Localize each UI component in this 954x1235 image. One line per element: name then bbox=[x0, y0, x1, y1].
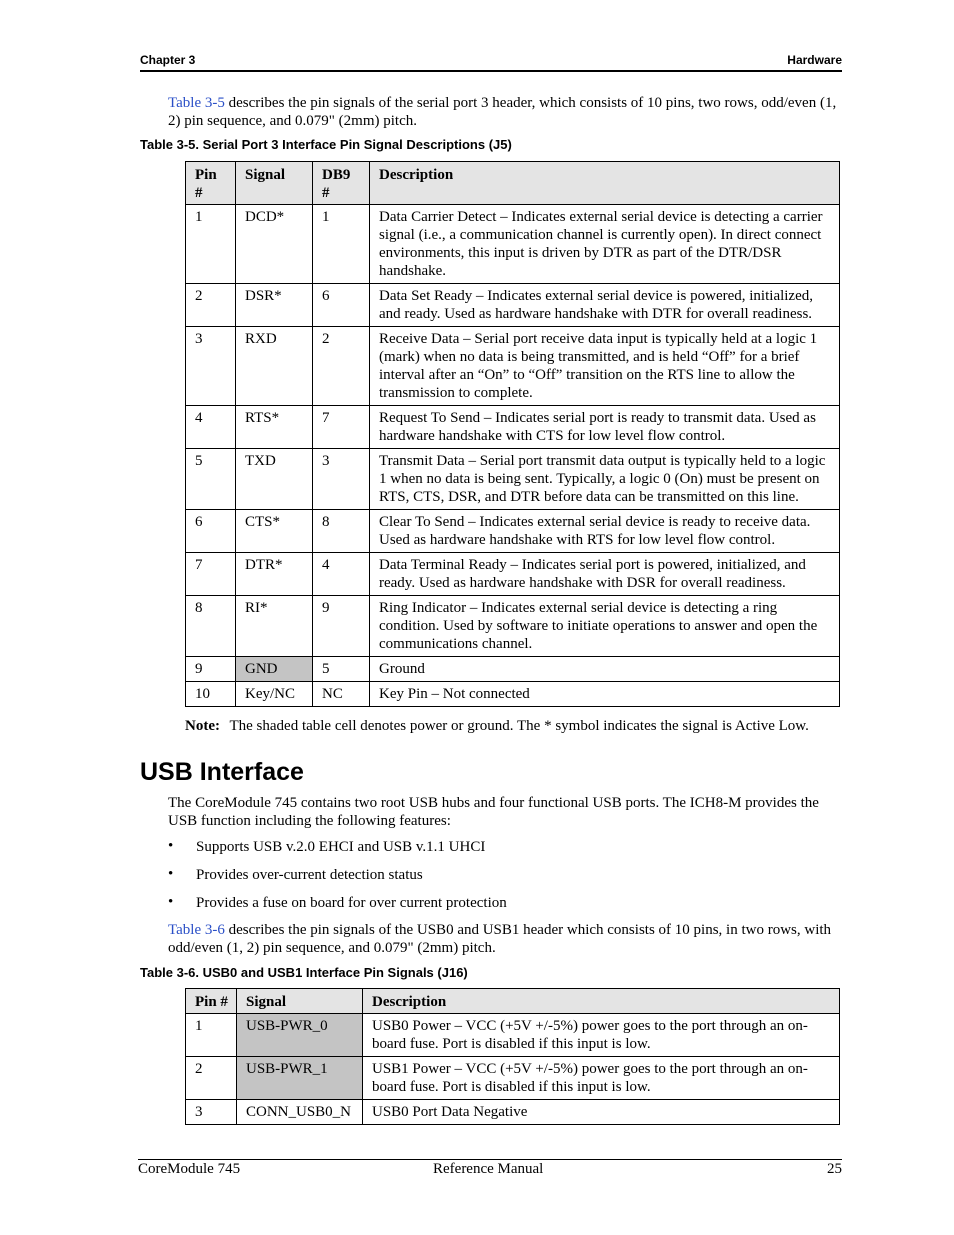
footer-product: CoreModule 745 bbox=[138, 1161, 241, 1177]
description-cell: USB0 Port Data Negative bbox=[363, 1100, 840, 1125]
table-header-row bbox=[186, 989, 840, 1014]
description-cell: Data Set Ready – Indicates external serial device is powered, initialized, and ready. Used as hardware handshake with DTR for overall readiness. bbox=[370, 284, 840, 327]
pin-cell: 3 bbox=[186, 327, 236, 406]
table-note bbox=[185, 717, 809, 735]
db9-cell: 2 bbox=[313, 327, 370, 406]
col-header-description: Description bbox=[363, 989, 840, 1014]
signal-cell-shaded: USB-PWR_1 bbox=[237, 1057, 363, 1100]
col-header-db9: DB9 # bbox=[313, 162, 370, 205]
table-row bbox=[186, 596, 840, 657]
col-header-signal: Signal bbox=[236, 162, 313, 205]
db9-cell: 4 bbox=[313, 553, 370, 596]
signal-cell: RI* bbox=[236, 596, 313, 657]
bullet-text: Provides over-current detection status bbox=[196, 867, 423, 883]
description-cell: Data Terminal Ready – Indicates serial port is powered, initialized, and ready. Used as hardware handshake with DSR for overall readiness. bbox=[370, 553, 840, 596]
db9-cell: 5 bbox=[313, 657, 370, 682]
note-text: The shaded table cell denotes power or ground. The * symbol indicates the signal is Active Low. bbox=[229, 718, 809, 734]
pin-cell: 1 bbox=[186, 1014, 237, 1057]
table-row bbox=[186, 284, 840, 327]
col-header-pin: Pin # bbox=[186, 989, 237, 1014]
table-row bbox=[186, 1057, 840, 1100]
db9-cell: 1 bbox=[313, 205, 370, 284]
table-3-5-caption: Table 3-5. Serial Port 3 Interface Pin Signal Descriptions (J5) bbox=[140, 137, 512, 152]
description-cell: USB0 Power – VCC (+5V +/-5%) power goes to the port through an on-board fuse. Port is disabled if this input is low. bbox=[363, 1014, 840, 1057]
bullet-icon: • bbox=[168, 894, 174, 910]
pin-cell: 8 bbox=[186, 596, 236, 657]
usb-pin-table bbox=[185, 988, 840, 1125]
db9-cell: 8 bbox=[313, 510, 370, 553]
signal-cell-shaded: GND bbox=[236, 657, 313, 682]
description-cell: Request To Send – Indicates serial port is ready to transmit data. Used as hardware handshake with CTS for low level flow control. bbox=[370, 406, 840, 449]
usb-section-heading: USB Interface bbox=[140, 758, 304, 786]
table-3-6-link[interactable]: Table 3-6 bbox=[168, 922, 225, 938]
footer-doc-title: Reference Manual bbox=[433, 1161, 544, 1177]
db9-cell: 6 bbox=[313, 284, 370, 327]
table-row bbox=[186, 553, 840, 596]
description-cell: Receive Data – Serial port receive data input is typically held at a logic 1 (mark) when no data is being transmitted, and is held “Off” for a brief interval after an “On” to “Off” transition on the RTS line to allow the transmission to complete. bbox=[370, 327, 840, 406]
table-row bbox=[186, 327, 840, 406]
pin-cell: 3 bbox=[186, 1100, 237, 1125]
db9-cell: 9 bbox=[313, 596, 370, 657]
db9-cell: 7 bbox=[313, 406, 370, 449]
page-header bbox=[140, 52, 842, 72]
page-number: 25 bbox=[827, 1161, 842, 1177]
table-3-6-caption: Table 3-6. USB0 and USB1 Interface Pin Signals (J16) bbox=[140, 965, 468, 980]
section-label: Hardware bbox=[787, 53, 842, 67]
bullet-text: Provides a fuse on board for over current protection bbox=[196, 895, 507, 911]
table-header-row bbox=[186, 162, 840, 205]
serial-intro-text: describes the pin signals of the serial port 3 header, which consists of 10 pins, two rows, odd/even (1, 2) pin sequence, and 0.079" (2mm) pitch. bbox=[168, 95, 837, 129]
signal-cell: DCD* bbox=[236, 205, 313, 284]
pin-cell: 9 bbox=[186, 657, 236, 682]
description-cell: Transmit Data – Serial port transmit data output is typically held to a logic 1 when no data is being sent. Typically, a logic 0 (On) must be present on RTS, CTS, DSR, and DTR before data can be transmitted on this line. bbox=[370, 449, 840, 510]
table-row bbox=[186, 1100, 840, 1125]
signal-cell: Key/NC bbox=[236, 682, 313, 707]
col-header-pin: Pin # bbox=[186, 162, 236, 205]
signal-cell: DSR* bbox=[236, 284, 313, 327]
table-row bbox=[186, 682, 840, 707]
signal-cell: RTS* bbox=[236, 406, 313, 449]
signal-cell: RXD bbox=[236, 327, 313, 406]
table-3-5-link[interactable]: Table 3-5 bbox=[168, 95, 225, 111]
signal-cell: DTR* bbox=[236, 553, 313, 596]
pin-cell: 7 bbox=[186, 553, 236, 596]
table-row bbox=[186, 406, 840, 449]
description-cell: Key Pin – Not connected bbox=[370, 682, 840, 707]
table-row bbox=[186, 657, 840, 682]
signal-cell-shaded: USB-PWR_0 bbox=[237, 1014, 363, 1057]
table-row bbox=[186, 1014, 840, 1057]
serial-pin-table bbox=[185, 161, 840, 707]
pin-cell: 2 bbox=[186, 284, 236, 327]
db9-cell: 3 bbox=[313, 449, 370, 510]
description-cell: Data Carrier Detect – Indicates external serial device is detecting a carrier signal (i.e., a communication channel is currently open). In direct connect environments, this input is driven by DTR as part of the DTR/DSR handshake. bbox=[370, 205, 840, 284]
note-label: Note: bbox=[185, 718, 220, 734]
chapter-label: Chapter 3 bbox=[140, 53, 196, 67]
description-cell: Clear To Send – Indicates external serial device is ready to receive data. Used as hardware handshake with RTS for low level flow control. bbox=[370, 510, 840, 553]
col-header-description: Description bbox=[370, 162, 840, 205]
usb-table-intro-text: describes the pin signals of the USB0 and USB1 header which consists of 10 pins, in two rows, with odd/even (1, 2) pin sequence, and 0.079" (2mm) pitch. bbox=[168, 922, 832, 956]
signal-cell: TXD bbox=[236, 449, 313, 510]
pin-cell: 1 bbox=[186, 205, 236, 284]
description-cell: Ground bbox=[370, 657, 840, 682]
description-cell: USB1 Power – VCC (+5V +/-5%) power goes to the port through an on-board fuse. Port is disabled if this input is low. bbox=[363, 1057, 840, 1100]
col-header-signal: Signal bbox=[237, 989, 363, 1014]
db9-cell: NC bbox=[313, 682, 370, 707]
table-row bbox=[186, 510, 840, 553]
bullet-icon: • bbox=[168, 838, 174, 854]
pin-cell: 10 bbox=[186, 682, 236, 707]
page-footer bbox=[138, 1159, 842, 1177]
pin-cell: 4 bbox=[186, 406, 236, 449]
pin-cell: 5 bbox=[186, 449, 236, 510]
bullet-text: Supports USB v.2.0 EHCI and USB v.1.1 UHCI bbox=[196, 839, 486, 855]
pin-cell: 2 bbox=[186, 1057, 237, 1100]
pin-cell: 6 bbox=[186, 510, 236, 553]
usb-table-intro-paragraph bbox=[168, 921, 842, 957]
table-row bbox=[186, 449, 840, 510]
table-row bbox=[186, 205, 840, 284]
serial-intro-paragraph bbox=[168, 94, 842, 130]
usb-intro-paragraph: The CoreModule 745 contains two root USB hubs and four functional USB ports. The ICH8-M provides the USB function including the following features: bbox=[168, 795, 819, 829]
signal-cell: CTS* bbox=[236, 510, 313, 553]
bullet-icon: • bbox=[168, 866, 174, 882]
signal-cell: CONN_USB0_N bbox=[237, 1100, 363, 1125]
description-cell: Ring Indicator – Indicates external serial device is detecting a ring condition. Used by software to initiate operations to answer and open the communications channel. bbox=[370, 596, 840, 657]
